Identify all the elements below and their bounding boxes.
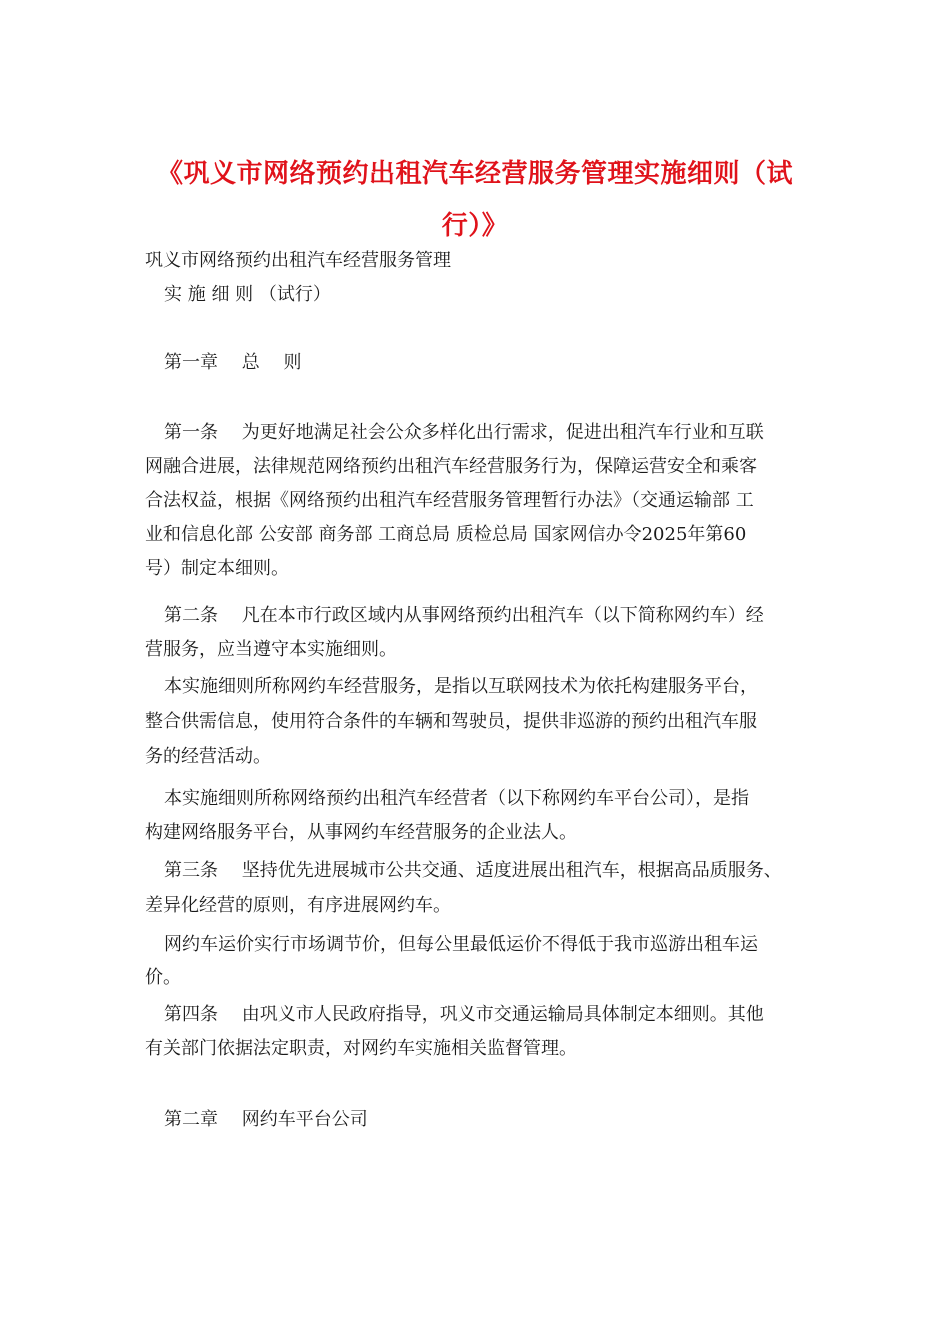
article-3-line: 第三条 坚持优先进展城市公共交通、适度进展出租汽车，根据高品质服务、 (164, 860, 782, 881)
article-4-line: 有关部门依据法定职责，对网约车实施相关监督管理。 (145, 1038, 577, 1059)
article-1-line: 号）制定本细则。 (145, 558, 289, 579)
article-2-paragraph-line: 务的经营活动。 (145, 746, 271, 767)
chapter-2-heading: 第二章 网约车平台公司 (164, 1109, 368, 1130)
title-line-1: 《巩义市网络预约出租汽车经营服务管理实施细则（试 (156, 159, 793, 189)
article-1-line: 网融合进展，法律规范网络预约出租汽车经营服务行为，保障运营安全和乘客 (145, 456, 757, 477)
header-line-1: 巩义市网络预约出租汽车经营服务管理 (145, 250, 451, 271)
header-line-2: 实 施 细 则 （试行） (164, 284, 331, 305)
document-title (140, 148, 810, 252)
article-1-line: 第一条 为更好地满足社会公众多样化出行需求，促进出租汽车行业和互联 (164, 422, 764, 443)
article-2-line: 第二条 凡在本市行政区域内从事网络预约出租汽车（以下简称网约车）经 (164, 605, 764, 626)
article-1-line: 合法权益，根据《网络预约出租汽车经营服务管理暂行办法》（交通运输部 工 (145, 490, 754, 511)
title-line-2: 行）》 (441, 211, 509, 241)
article-3-line: 差异化经营的原则，有序进展网约车。 (145, 895, 451, 916)
article-2-paragraph-line: 构建网络服务平台，从事网约车经营服务的企业法人。 (145, 822, 577, 843)
article-1-line: 业和信息化部 公安部 商务部 工商总局 质检总局 国家网信办令2025年第60 (145, 524, 747, 545)
article-2-paragraph-line: 整合供需信息，使用符合条件的车辆和驾驶员，提供非巡游的预约出租汽车服 (145, 711, 757, 732)
chapter-1-heading: 第一章 总 则 (164, 352, 302, 373)
article-2-line: 营服务，应当遵守本实施细则。 (145, 639, 397, 660)
article-3-paragraph-line: 网约车运价实行市场调节价，但每公里最低运价不得低于我市巡游出租车运 (164, 934, 758, 955)
article-3-paragraph-line: 价。 (145, 967, 181, 988)
article-4-line: 第四条 由巩义市人民政府指导，巩义市交通运输局具体制定本细则。其他 (164, 1004, 764, 1025)
article-2-paragraph-line: 本实施细则所称网约车经营服务，是指以互联网技术为依托构建服务平台， (164, 676, 758, 697)
article-2-paragraph-line: 本实施细则所称网络预约出租汽车经营者（以下称网约车平台公司），是指 (164, 788, 749, 809)
